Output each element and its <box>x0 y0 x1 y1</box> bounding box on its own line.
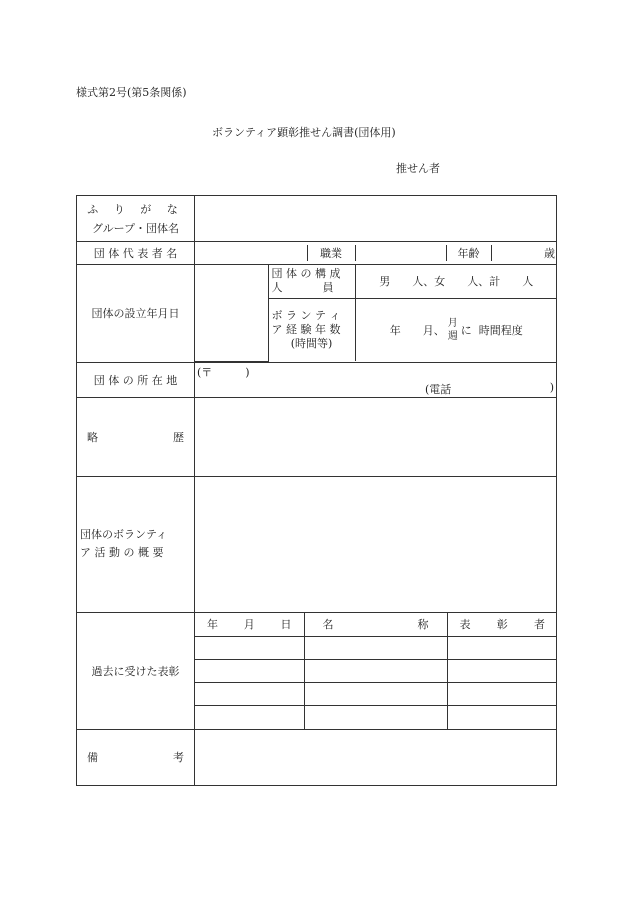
representative-row <box>77 242 557 265</box>
address-row <box>77 362 557 397</box>
furigana-label: ふ り が な <box>87 203 184 216</box>
experience-field[interactable] <box>355 298 557 361</box>
award-name-field[interactable] <box>304 637 447 660</box>
awards-row <box>77 612 557 729</box>
awards-col-awarder-1: 表 <box>459 618 471 632</box>
experience-label-line2: ア 経 験 年 数 <box>271 322 341 336</box>
experience-hours: 時間程度 <box>478 323 523 337</box>
experience-week-option: 週 <box>447 330 458 342</box>
group-name-row <box>77 196 557 242</box>
phone-suffix: ) <box>549 380 554 394</box>
awards-col-awarder <box>447 613 557 637</box>
award-date-field[interactable] <box>195 706 304 729</box>
remarks-label-2: 考 <box>173 751 184 764</box>
occupation-field[interactable] <box>355 245 446 261</box>
remarks-field[interactable] <box>195 729 557 785</box>
awards-label: 過去に受けた表彰 <box>77 612 195 729</box>
activity-label-cell <box>77 476 195 612</box>
members-label-line1: 団 体 の 構 成 <box>271 267 341 281</box>
history-label-2: 歴 <box>173 430 184 444</box>
representative-name-field[interactable] <box>195 245 307 261</box>
recommendation-form-table <box>76 195 557 786</box>
phone-prefix: (電話 <box>425 382 452 396</box>
awards-header-row <box>195 613 557 637</box>
awards-col-name <box>304 613 447 637</box>
age-unit: 歳 <box>544 247 555 260</box>
representative-label: 団 体 代 表 者 名 <box>77 242 195 265</box>
awards-col-date-year: 年 <box>207 618 218 632</box>
members-field[interactable] <box>355 265 557 298</box>
postal-prefix: (〒 ) <box>197 365 250 379</box>
group-name-label: グループ・団体名 <box>91 222 180 235</box>
representative-subtable <box>195 245 557 261</box>
established-row <box>77 265 557 363</box>
history-field[interactable] <box>195 397 557 476</box>
awards-entry-row <box>195 706 557 729</box>
recommender-label: 推せん者 <box>396 162 440 175</box>
group-name-field[interactable] <box>195 196 557 242</box>
address-field[interactable] <box>195 362 557 397</box>
age-field[interactable] <box>491 245 557 261</box>
history-label-1: 略 <box>87 430 98 444</box>
activity-label-1: 団体のボランティ <box>80 528 168 541</box>
remarks-label-cell <box>77 729 195 785</box>
activity-label-2: ア 活 動 の 概 要 <box>80 546 164 559</box>
members-label-line2: 人 員 <box>271 281 334 295</box>
awards-col-awarder-3: 者 <box>534 618 545 632</box>
members-label-cell <box>268 265 355 298</box>
award-date-field[interactable] <box>195 660 304 683</box>
award-awarder-field[interactable] <box>447 683 557 706</box>
experience-label-line3: (時間等) <box>290 336 333 350</box>
remarks-label-1: 備 <box>87 751 98 764</box>
awards-col-name-2: 称 <box>417 618 429 632</box>
award-awarder-field[interactable] <box>447 706 557 729</box>
age-label: 年齢 <box>446 245 491 261</box>
activity-field[interactable] <box>195 476 557 612</box>
award-date-field[interactable] <box>195 637 304 660</box>
established-date-field[interactable] <box>195 265 268 361</box>
award-awarder-field[interactable] <box>447 637 557 660</box>
page-title: ボランティア顕彰推せん調書(団体用) <box>212 126 396 139</box>
awards-entry-row <box>195 683 557 706</box>
activity-row <box>77 476 557 612</box>
awards-col-awarder-2: 彰 <box>496 618 508 632</box>
members-value: 男 人、女 人、計 人 <box>379 275 534 289</box>
award-awarder-field[interactable] <box>447 660 557 683</box>
form-number: 様式第2号(第5条関係) <box>76 86 187 99</box>
experience-label-line1: ボ ラ ン テ ィ <box>271 308 341 322</box>
awards-col-date-month: 月 <box>243 618 255 632</box>
experience-month-option: 月 <box>447 317 458 329</box>
experience-ni: に <box>460 323 472 337</box>
awards-col-name-1: 名 <box>322 618 334 632</box>
remarks-row <box>77 729 557 785</box>
history-row <box>77 397 557 476</box>
group-name-label-cell <box>77 196 195 242</box>
established-subtable <box>195 265 557 362</box>
history-label-cell <box>77 397 195 476</box>
award-name-field[interactable] <box>304 683 447 706</box>
awards-col-date-day: 日 <box>280 618 292 632</box>
award-date-field[interactable] <box>195 683 304 706</box>
awards-entry-row <box>195 660 557 683</box>
awards-col-date <box>195 613 304 637</box>
established-label: 団体の設立年月日 <box>77 265 195 363</box>
experience-label-cell <box>268 298 355 361</box>
awards-table <box>195 613 557 729</box>
award-name-field[interactable] <box>304 660 447 683</box>
awards-entry-row <box>195 637 557 660</box>
occupation-label: 職業 <box>307 245 355 261</box>
address-label: 団 体 の 所 在 地 <box>77 362 195 397</box>
award-name-field[interactable] <box>304 706 447 729</box>
experience-years: 年 月、 <box>389 323 445 337</box>
